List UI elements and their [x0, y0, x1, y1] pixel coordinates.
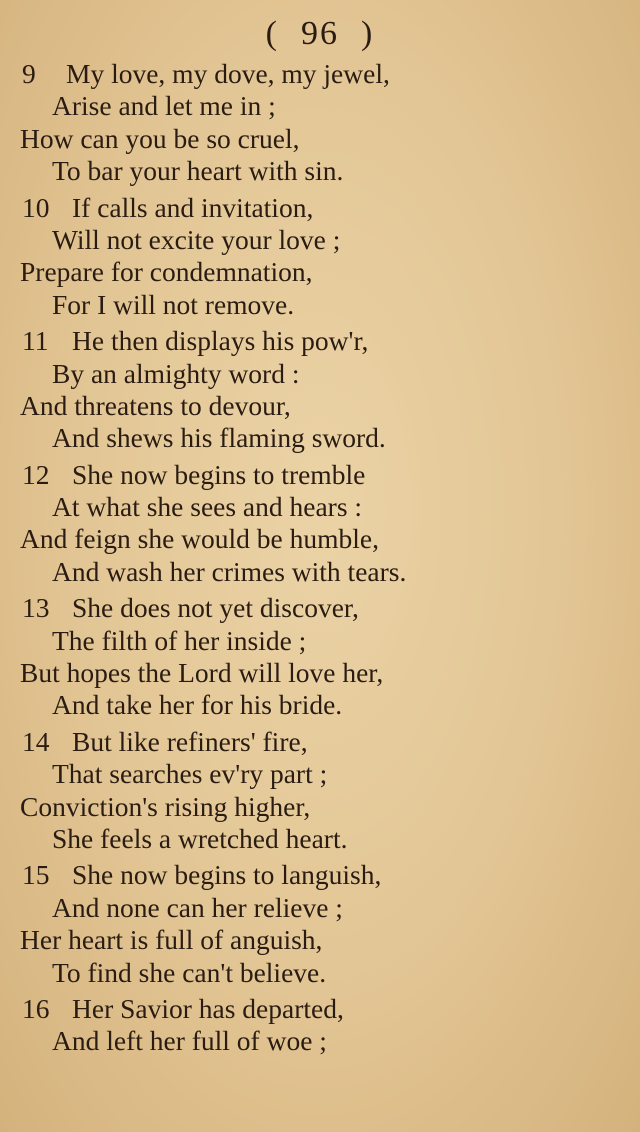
- page-number-open-paren: (: [265, 15, 279, 52]
- stanza-line-text: But like refiners' fire,: [72, 725, 308, 757]
- stanza-line: [0, 592, 640, 624]
- stanza-line: [0, 859, 640, 891]
- stanza-line: To bar your heart with sin.: [52, 155, 344, 187]
- stanza-number: 15: [22, 859, 50, 891]
- stanza-15: [0, 859, 640, 989]
- stanza-line: How can you be so cruel,: [20, 122, 300, 154]
- stanza-number: 10: [22, 191, 50, 223]
- stanza-number: 14: [22, 725, 50, 757]
- stanza-line: And take her for his bride.: [52, 689, 343, 721]
- stanza-line-text: She now begins to languish,: [72, 859, 382, 891]
- stanza-line: And left her full of woe ;: [52, 1025, 327, 1057]
- stanza-line: Conviction's rising higher,: [20, 790, 311, 822]
- stanza-line: Prepare for condemnation,: [20, 256, 313, 288]
- page-number-value: 96: [301, 15, 339, 52]
- stanza-line: And none can her relieve ;: [52, 891, 343, 923]
- stanza-number: 11: [22, 325, 49, 357]
- stanza-number: 13: [22, 592, 50, 624]
- stanza-line: And threatens to devour,: [20, 389, 291, 421]
- stanza-line: [0, 325, 640, 357]
- stanza-line: [0, 726, 640, 758]
- stanza-line: Her heart is full of anguish,: [20, 924, 323, 956]
- stanza-line: [0, 192, 640, 224]
- stanza-line: By an almighty word :: [52, 357, 300, 389]
- stanza-line: For I will not remove.: [52, 288, 295, 320]
- page-number-close-paren: ): [361, 15, 375, 52]
- stanza-number: 16: [22, 992, 50, 1024]
- hymn-text: [0, 58, 640, 1062]
- stanza-line: Will not excite your love ;: [52, 223, 341, 255]
- stanza-line-text: She does not yet discover,: [72, 592, 359, 624]
- stanza-9: [0, 58, 640, 188]
- stanza-line-text: If calls and invitation,: [72, 191, 314, 223]
- stanza-11: [0, 325, 640, 455]
- stanza-14: [0, 726, 640, 856]
- stanza-line: And wash her crimes with tears.: [52, 555, 407, 587]
- stanza-number: 9: [22, 58, 36, 89]
- stanza-line: The filth of her inside ;: [52, 624, 307, 656]
- stanza-line: [0, 459, 640, 491]
- stanza-line: At what she sees and hears :: [52, 491, 363, 523]
- page-number: [0, 14, 640, 54]
- stanza-line-text: She now begins to tremble: [72, 458, 366, 490]
- stanza-16: [0, 993, 640, 1058]
- stanza-line: She feels a wretched heart.: [52, 822, 348, 854]
- stanza-12: [0, 459, 640, 589]
- stanza-line: That searches ev'ry part ;: [52, 758, 328, 790]
- stanza-line: Arise and let me in ;: [52, 90, 276, 122]
- stanza-line: [0, 58, 640, 90]
- stanza-line-text: He then displays his pow'r,: [72, 325, 369, 357]
- stanza-line: And shews his flaming sword.: [52, 422, 386, 454]
- stanza-line: But hopes the Lord will love her,: [20, 657, 384, 689]
- stanza-13: [0, 592, 640, 722]
- stanza-line: And feign she would be humble,: [20, 523, 379, 555]
- stanza-10: [0, 192, 640, 322]
- stanza-line: [0, 993, 640, 1025]
- stanza-number: 12: [22, 458, 50, 490]
- stanza-line-text: My love, my dove, my jewel,: [66, 58, 390, 89]
- stanza-line-text: Her Savior has departed,: [72, 992, 344, 1024]
- stanza-line: To find she can't believe.: [52, 956, 327, 988]
